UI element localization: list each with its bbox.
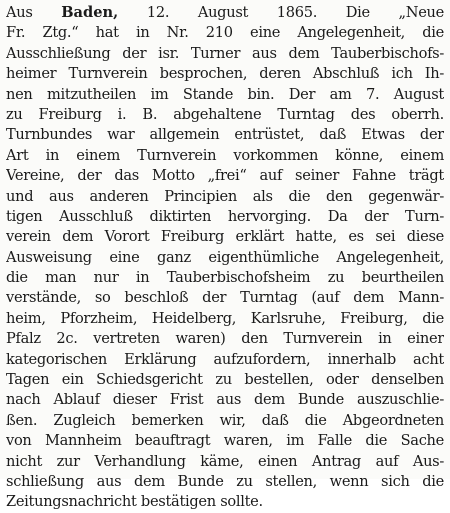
article-line: Fr. Ztg.“ hat in Nr. 210 eine Angelegenheit, die [6, 24, 444, 42]
article-line: heimer Turnverein besprochen, deren Abschluß ich Ih- [6, 65, 444, 83]
article-line: tigen Ausschluß diktirten hervorging. Da der Turn- [6, 207, 444, 225]
dateline-prefix: Aus [6, 4, 62, 21]
article-line: Ausweisung eine ganz eigenthümliche Angelegenheit, [6, 248, 444, 266]
article-line: kategorischen Erklärung aufzufordern, innerhalb acht [6, 350, 444, 368]
article-line: ßen. Zugleich bemerken wir, daß die Abgeordneten [6, 411, 444, 429]
article-text [6, 3, 444, 513]
article-line: Turnbundes war allgemein entrüstet, daß Etwas der [6, 126, 444, 144]
article-line: nicht zur Verhandlung käme, einen Antrag auf Aus- [6, 452, 444, 470]
article-line: Tagen ein Schiedsgericht zu bestellen, oder denselben [6, 371, 444, 389]
article-line: von Mannheim beauftragt waren, im Falle die Sache [6, 432, 444, 450]
article-line: Vereine, der das Motto „frei“ auf seiner Fahne trägt [6, 167, 444, 185]
article-line: verein dem Vorort Freiburg erklärt hatte, es sei diese [6, 228, 444, 246]
article-line: heim, Pforzheim, Heidelberg, Karlsruhe, Freiburg, die [6, 309, 444, 327]
article-line: Pfalz 2c. vertreten waren) den Turnverein in einer [6, 330, 444, 348]
dateline-rest: 12. August 1865. Die „Neue [118, 4, 444, 21]
article-line: nach Ablauf dieser Frist aus dem Bunde auszuschlie- [6, 391, 444, 409]
article-line: die man nur in Tauberbischofsheim zu beurtheilen [6, 269, 444, 287]
article-line: nen mitzutheilen im Stande bin. Der am 7. August [6, 85, 444, 103]
article-line: und aus anderen Principien als die den gegenwär- [6, 187, 444, 205]
article-line: Ausschließung der isr. Turner aus dem Tauberbischofs- [6, 44, 444, 62]
article-line: Art in einem Turnverein vorkommen könne, einem [6, 146, 444, 164]
article-line: zu Freiburg i. B. abgehaltene Turntag des oberrh. [6, 105, 444, 123]
article-line-1 [6, 3, 444, 23]
dateline-place: Baden, [61, 4, 119, 21]
article-line-last: Zeitungsnachricht bestätigen sollte. [6, 493, 263, 511]
article-line: schließung aus dem Bunde zu stellen, wenn sich die [6, 472, 444, 490]
article-line: verstände, so beschloß der Turntag (auf dem Mann- [6, 289, 444, 307]
